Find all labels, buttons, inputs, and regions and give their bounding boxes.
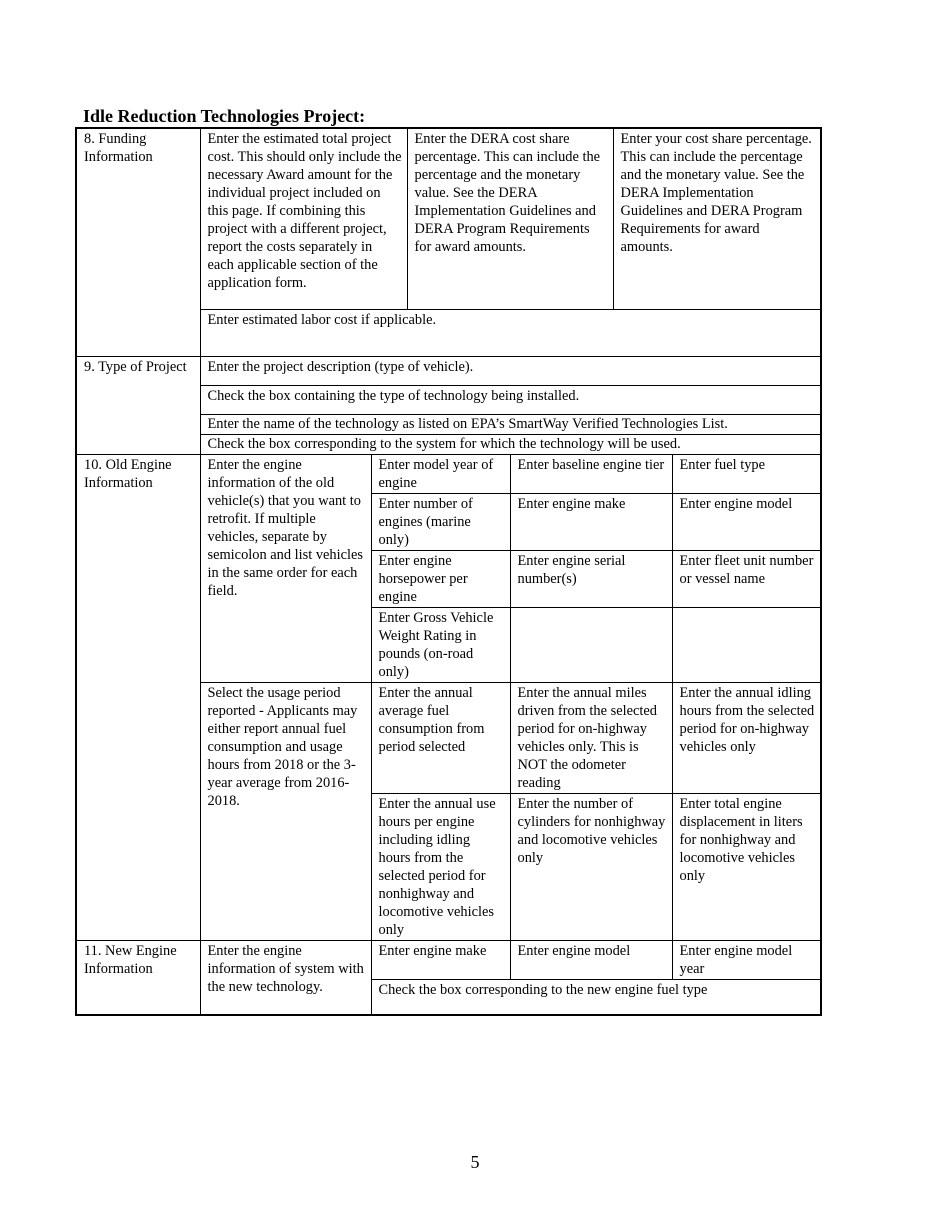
- project-description-field[interactable]: Enter the project description (type of vehicle).: [200, 356, 821, 385]
- new-engine-model-year-field[interactable]: Enter engine model year: [672, 940, 821, 979]
- system-checkbox-field[interactable]: Check the box corresponding to the system for which the technology will be used.: [200, 434, 821, 454]
- dera-cost-share-field[interactable]: Enter the DERA cost share percentage. This can include the percentage and the monetary value. See the DERA Implementation Guidelines and DERA Program Requirements for award amounts.: [407, 128, 613, 309]
- annual-miles-field[interactable]: Enter the annual miles driven from the selected period for on-highway vehicles only. This is NOT the odometer reading: [510, 682, 672, 793]
- funding-row: [76, 128, 821, 309]
- old-engine-info-text: Enter the engine information of the old vehicle(s) that you want to retrofit. If multiple vehicles, separate by semicolon and list vehicles in the same order for each field.: [200, 454, 371, 682]
- number-of-engines-field[interactable]: Enter number of engines (marine only): [371, 493, 510, 550]
- model-year-field[interactable]: Enter model year of engine: [371, 454, 510, 493]
- serial-number-field[interactable]: Enter engine serial number(s): [510, 550, 672, 607]
- funding-label: 8. Funding Information: [76, 128, 200, 356]
- new-engine-model-field[interactable]: Enter engine model: [510, 940, 672, 979]
- labor-cost-field[interactable]: Enter estimated labor cost if applicable.: [200, 309, 821, 356]
- technology-type-checkbox-field[interactable]: Check the box containing the type of technology being installed.: [200, 385, 821, 414]
- use-hours-field[interactable]: Enter the annual use hours per engine including idling hours from the selected period for nonhighway and locomotive vehicles only: [371, 793, 510, 940]
- engine-make-field[interactable]: Enter engine make: [510, 493, 672, 550]
- technology-name-field[interactable]: Enter the name of the technology as listed on EPA’s SmartWay Verified Technologies List.: [200, 414, 821, 434]
- total-cost-field[interactable]: Enter the estimated total project cost. This should only include the necessary Award amount for the individual project included on this page. If combining this project with a different project, report the costs separately in each applicable section of the application form.: [200, 128, 407, 309]
- annual-fuel-field[interactable]: Enter the annual average fuel consumption from period selected: [371, 682, 510, 793]
- new-fuel-type-checkbox-field[interactable]: Check the box corresponding to the new engine fuel type: [371, 979, 821, 1015]
- empty-cell: [672, 607, 821, 682]
- cylinders-field[interactable]: Enter the number of cylinders for nonhighway and locomotive vehicles only: [510, 793, 672, 940]
- project-form-table: [75, 127, 822, 1016]
- idling-hours-field[interactable]: Enter the annual idling hours from the selected period for on-highway vehicles only: [672, 682, 821, 793]
- baseline-tier-field[interactable]: Enter baseline engine tier: [510, 454, 672, 493]
- displacement-field[interactable]: Enter total engine displacement in liters for nonhighway and locomotive vehicles only: [672, 793, 821, 940]
- engine-model-field[interactable]: Enter engine model: [672, 493, 821, 550]
- page-number: 5: [470, 1152, 480, 1172]
- old-engine-label: 10. Old Engine Information: [76, 454, 200, 940]
- gvwr-field[interactable]: Enter Gross Vehicle Weight Rating in pounds (on-road only): [371, 607, 510, 682]
- new-engine-info-text: Enter the engine information of system with the new technology.: [200, 940, 371, 1015]
- horsepower-field[interactable]: Enter engine horsepower per engine: [371, 550, 510, 607]
- page-title: Idle Reduction Technologies Project:: [83, 106, 366, 126]
- your-cost-share-field[interactable]: Enter your cost share percentage. This can include the percentage and the monetary value. See the DERA Implementation Guidelines and DERA Program Requirements for award amounts.: [613, 128, 821, 309]
- new-engine-label: 11. New Engine Information: [76, 940, 200, 1015]
- fleet-unit-field[interactable]: Enter fleet unit number or vessel name: [672, 550, 821, 607]
- project-description-row: [76, 356, 821, 385]
- type-of-project-label: 9. Type of Project: [76, 356, 200, 454]
- new-engine-row-1: [76, 940, 821, 979]
- usage-period-text[interactable]: Select the usage period reported - Applicants may either report annual fuel consumption and usage hours from 2018 or the 3-year average from 2016-2018.: [200, 682, 371, 940]
- empty-cell: [510, 607, 672, 682]
- old-engine-row-1: [76, 454, 821, 493]
- fuel-type-field[interactable]: Enter fuel type: [672, 454, 821, 493]
- new-engine-make-field[interactable]: Enter engine make: [371, 940, 510, 979]
